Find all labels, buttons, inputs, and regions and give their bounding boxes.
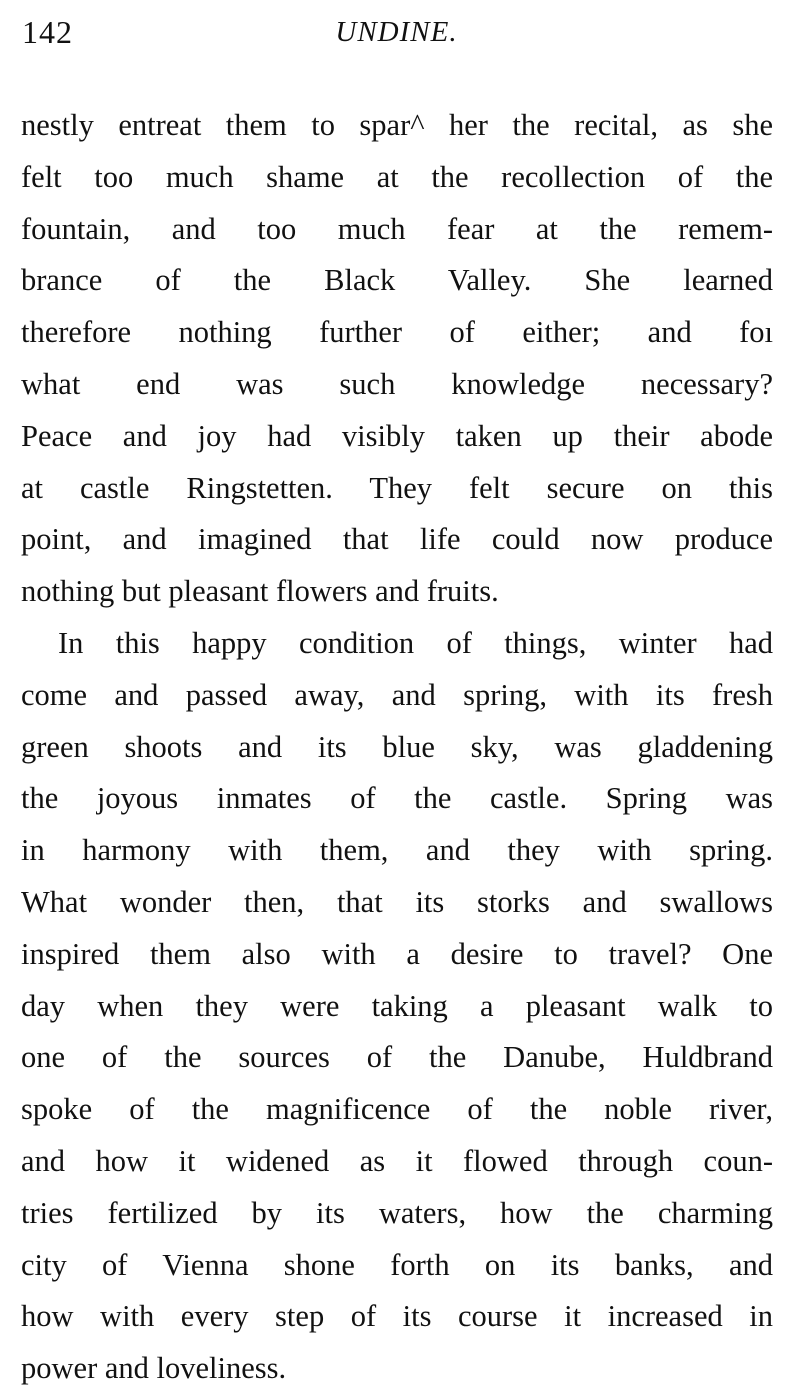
page-number: 142 <box>22 14 73 50</box>
text-line: inspired them also with a desire to travel? One <box>21 936 773 971</box>
text-line: brance of the Black Valley. She learned <box>21 263 773 298</box>
text-line: fountain, and too much fear at the remem- <box>21 211 773 246</box>
text-line: spoke of the magnificence of the noble river, <box>21 1092 773 1127</box>
text-line: tries fertilized by its waters, how the charming <box>21 1195 773 1230</box>
text-line: and how it widened as it flowed through coun- <box>21 1143 773 1178</box>
text-line: power and loveliness. <box>21 1351 287 1386</box>
text-line: What wonder then, that its storks and swallows <box>21 884 773 919</box>
text-line: city of Vienna shone forth on its banks, and <box>21 1247 773 1282</box>
paragraph <box>21 100 773 618</box>
text-line: day when they were taking a pleasant walk to <box>21 988 773 1023</box>
text-line: point, and imagined that life could now produce <box>21 522 773 557</box>
text-line: therefore nothing further of either; and foı <box>21 315 773 350</box>
text-line: in harmony with them, and they with spring. <box>21 833 773 868</box>
page-header <box>22 14 771 54</box>
text-line: Peace and joy had visibly taken up their abode <box>21 418 773 453</box>
text-line: In this happy condition of things, winter had <box>58 625 773 660</box>
text-line: nestly entreat them to spar^ her the recital, as she <box>21 108 773 142</box>
running-title: UNDINE. <box>335 16 458 48</box>
paragraph <box>21 618 773 1395</box>
text-line: felt too much shame at the recollection of the <box>21 159 773 194</box>
text-line: the joyous inmates of the castle. Spring was <box>21 781 773 816</box>
text-line: how with every step of its course it increased in <box>21 1299 773 1334</box>
body-text <box>21 100 773 1395</box>
text-line: nothing but pleasant flowers and fruits. <box>21 574 499 609</box>
text-line: at castle Ringstetten. They felt secure on this <box>21 470 773 505</box>
text-line: come and passed away, and spring, with its fresh <box>21 677 773 712</box>
text-line: one of the sources of the Danube, Huldbrand <box>21 1040 773 1075</box>
text-line: green shoots and its blue sky, was gladdening <box>21 729 773 764</box>
text-line: what end was such knowledge necessary? <box>21 366 773 401</box>
